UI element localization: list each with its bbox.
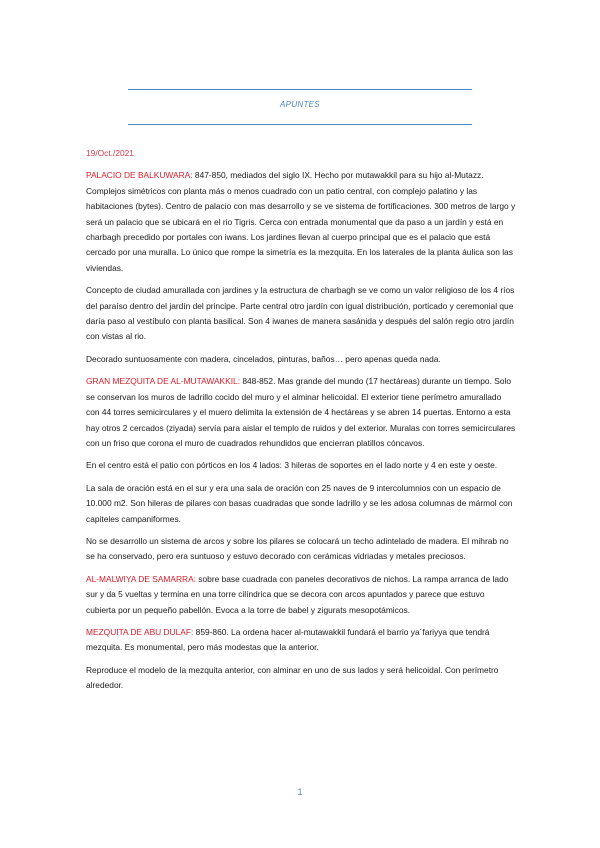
document-body bbox=[86, 146, 516, 701]
paragraph bbox=[86, 374, 516, 451]
header-title: APUNTES bbox=[280, 100, 320, 109]
paragraph-text: La sala de oración está en el sur y era una sala de oración con 25 naves de 9 intercolumnios con un espacio de 10.000 m2. Son hileras de pilares con basas cuadradas que sonde ladrillo y se les adosa columnas de mármol con capiteles campaniformes. bbox=[86, 482, 513, 524]
paragraph bbox=[86, 572, 516, 618]
paragraph bbox=[86, 481, 516, 527]
paragraph bbox=[86, 625, 516, 656]
section-heading: AL-MALWIYA DE SAMARRA: bbox=[86, 573, 196, 584]
paragraph bbox=[86, 534, 516, 565]
section-heading: PALACIO DE BALKUWARA: bbox=[86, 170, 193, 181]
paragraph bbox=[86, 283, 516, 345]
paragraph-text: Concepto de ciudad amurallada con jardines y la estructura de charbagh se ve como un valor religioso de los 4 ríos del paraíso dentro del jardín del principe. Parte central otro jardín con igual distribución, porticado y ceremonial que daría paso al vestíbulo con planta basilical. Son 4 iwanes de manera sasánida y después del salón regio otro jardín con vistas al rio. bbox=[86, 285, 515, 342]
paragraph-text: 859-860. La ordena hacer al-mutawakkil fundará el barrio ya´fariyya que tendrá mezquita. Es monumental, pero más modestas que la anterior. bbox=[86, 626, 490, 653]
paragraph bbox=[86, 458, 516, 473]
paragraph-text: No se desarrollo un sistema de arcos y sobre los pilares se colocará un techo adintelado de madera. El mihrab no se ha conservado, pero era suntuoso y estuvo decorado con cerámicas vidriadas y metales preciosos. bbox=[86, 535, 509, 562]
page-number: 1 bbox=[297, 787, 303, 797]
paragraph-text: Decorado suntuosamente con madera, cincelados, pinturas, baños… pero apenas queda nada. bbox=[86, 353, 441, 364]
section-heading: MEZQUITA DE ABU DULAF: bbox=[86, 626, 194, 637]
paragraph bbox=[86, 168, 516, 276]
header-bottom-rule bbox=[128, 124, 472, 125]
paragraph bbox=[86, 663, 516, 694]
paragraph-text: 847-850, mediados del siglo IX. Hecho por mutawakkil para su hijo al-Mutazz. Complejos simétricos con planta más o menos cuadrado con un patio central, con complejo palatino y las habitaciones (bytes). Centro de palacio con mas desarrollo y se ve sistema de fortificaciones. 300 metros de largo y será un palacio que se ubicará en el rio Tigris. Cerca con entrada monumental que da paso a un jardín y está en charbagh precedido por portales con iwans. Los jardines llevan al cuerpo principal que es el palacio que está cercado por una muralla. Lo único que rompe la simetría es la mezquita. En los laterales de la planta áulica son las viviendas. bbox=[86, 170, 516, 273]
paragraph-text: En el centro está el patio con pórticos en los 4 lados: 3 hileras de soportes en el lado norte y 4 en este y oeste. bbox=[86, 460, 498, 471]
header-top-rule bbox=[128, 89, 472, 90]
paragraph-text: Reproduce el modelo de la mezquita anterior, con alminar en uno de sus lados y será helicoidal. Con perímetro alrededor. bbox=[86, 664, 499, 691]
paragraph-text: 848-852. Mas grande del mundo (17 hectáreas) durante un tiempo. Solo se conservan los muros de ladrillo cocido del muro y el alminar helicoidal. El exterior tiene perímetro amurallado con 44 torres semicirculares y el muero delimita la extensión de 4 hectáreas y se abren 14 puertas. Entorno a esta hay otros 2 cercados (ziyada) servía para aislar el templo de ruidos y del exterior. Muralas con torres semicirculares con un friso que corona el muro de cuadrados rehundidos que encierran platillos cóncavos. bbox=[86, 376, 516, 448]
paragraph bbox=[86, 352, 516, 367]
document-date: 19/Oct./2021 bbox=[86, 148, 134, 158]
section-heading: GRAN MEZQUITA DE AL-MUTAWAKKIL: bbox=[86, 376, 241, 387]
paragraph-text: sobre base cuadrada con paneles decorativos de nichos. La rampa arranca de lado sur y da 5 vueltas y termina en una torre cilíndrica que se decora con arcos apuntados y parece que estuvo cubierta por un pequeño pabellón. Evoca a la torre de babel y zigurats mesopotámicos. bbox=[86, 573, 509, 615]
